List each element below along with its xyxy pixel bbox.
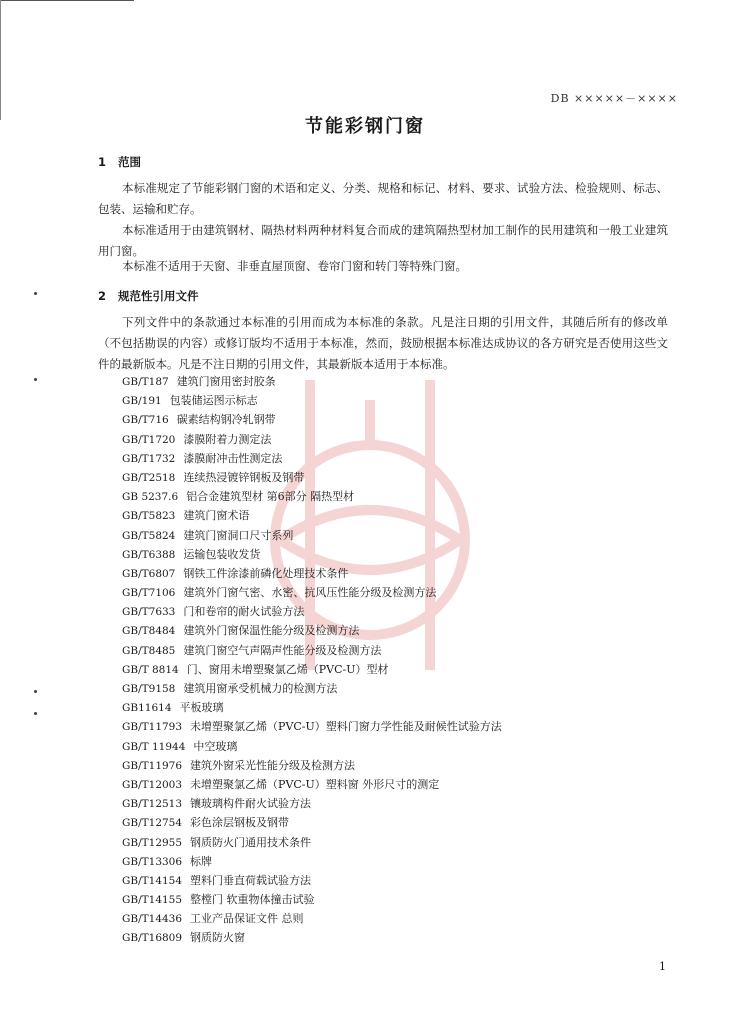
- reference-code: GB/T6807: [122, 567, 176, 580]
- scan-speck: [34, 292, 37, 295]
- reference-code: GB/T12513: [122, 798, 183, 811]
- reference-item: [122, 660, 682, 679]
- reference-code: GB/T8485: [122, 644, 176, 657]
- reference-item: [122, 794, 682, 813]
- reference-title: 连续热浸镀锌钢板及钢带: [183, 470, 305, 484]
- reference-title: 碳素结构钢冷轧钢带: [176, 413, 276, 427]
- scan-speck: [34, 712, 37, 715]
- reference-title: 运输包装收发货: [183, 547, 261, 561]
- reference-code: GB/T14436: [122, 913, 183, 926]
- reference-item: [122, 602, 682, 621]
- scan-edge-line: [0, 0, 134, 1]
- reference-code: GB/T11976: [122, 759, 183, 772]
- reference-item: [122, 506, 682, 525]
- reference-item: [122, 756, 682, 775]
- reference-title: 建筑门窗洞口尺寸系列: [183, 528, 294, 542]
- reference-title: 塑料门垂直荷载试验方法: [190, 873, 312, 887]
- section-number: 1: [98, 155, 107, 169]
- reference-title: 钢质防火门通用技术条件: [190, 835, 312, 849]
- reference-title: 门和卷帘的耐火试验方法: [183, 605, 305, 619]
- reference-item: [122, 621, 682, 640]
- reference-item: [122, 909, 682, 928]
- reference-title: 建筑用窗承受机械力的检测方法: [183, 682, 338, 695]
- reference-title: 建筑外门窗气密、水密、抗风压性能分级及检测方法: [183, 586, 437, 600]
- reference-code: GB/T5824: [122, 529, 176, 542]
- reference-title: 门、窗用未增塑聚氯乙烯（PVC-U）型材: [186, 662, 389, 676]
- reference-title: 包装储运图示标志: [169, 394, 258, 408]
- reference-code: GB/T187: [122, 376, 169, 388]
- reference-title: 建筑门窗空气声隔声性能分级及检测方法: [183, 643, 382, 657]
- page-number: 1: [659, 960, 666, 973]
- paragraph: 本标准适用于由建筑钢材、隔热材料两种材料复合而成的建筑隔热型材加工制作的民用建筑和一般工业建筑用门窗。: [98, 223, 668, 258]
- reference-code: GB 5237.6: [122, 491, 179, 504]
- reference-item: [122, 391, 682, 410]
- reference-item: [122, 545, 682, 564]
- reference-code: GB/T12003: [122, 778, 183, 791]
- section-number: 2: [98, 289, 107, 303]
- document-code: DB ×××××－××××: [550, 92, 678, 105]
- reference-title: 建筑门窗用密封胶条: [176, 375, 276, 388]
- reference-code: GB/T716: [122, 414, 169, 427]
- reference-item: [122, 641, 682, 660]
- reference-code: GB/191: [122, 395, 162, 408]
- section-title: 范围: [118, 155, 141, 169]
- reference-title: 未增塑聚氯乙烯（PVC-U）塑料门窗力学性能及耐候性试验方法: [190, 720, 502, 734]
- paragraph: 本标准规定了节能彩钢门窗的术语和定义、分类、规格和标记、材料、要求、试验方法、检验规则、标志、包装、运输和贮存。: [98, 181, 668, 216]
- reference-code: GB/T 8814: [122, 663, 179, 676]
- reference-code: GB/T5823: [122, 510, 176, 523]
- reference-item: [122, 430, 682, 449]
- reference-item: [122, 833, 682, 852]
- reference-item: [122, 526, 682, 545]
- reference-title: 标牌: [190, 854, 213, 868]
- reference-item: [122, 813, 682, 832]
- reference-code: GB/T12754: [122, 817, 183, 830]
- reference-code: GB/T8484: [122, 625, 176, 638]
- reference-title: 建筑外门窗保温性能分级及检测方法: [183, 624, 360, 638]
- reference-code: GB/T7633: [122, 606, 176, 619]
- reference-item: [122, 871, 682, 890]
- reference-code: GB11614: [122, 702, 172, 715]
- paragraph: 下列文件中的条款通过本标准的引用而成为本标准的条款。凡是注日期的引用文件，其随后所有的修改单（不包括勘误的内容）或修订版均不适用于本标准，然而，鼓励根据本标准达成协议的各方研究是否使用这些文件的最新版本。凡是不注日期的引用文件，其最新版本适用于本标准。: [98, 315, 668, 371]
- reference-title: 钢铁工件涂漆前磷化处理技术条件: [183, 566, 349, 580]
- reference-title: 建筑门窗术语: [183, 509, 250, 523]
- reference-item: [122, 583, 682, 602]
- paragraph: 本标准不适用于天窗、非垂直屋顶窗、卷帘门窗和转门等特殊门窗。: [122, 259, 467, 273]
- scan-edge-line-vertical: [0, 0, 1, 120]
- section-heading-normative-references: [98, 288, 199, 304]
- reference-code: GB/T 11944: [122, 740, 186, 753]
- reference-title: 工业产品保证文件 总则: [190, 912, 304, 926]
- reference-title: 平板玻璃: [179, 701, 224, 715]
- reference-item: [122, 698, 682, 717]
- reference-code: GB/T14154: [122, 874, 183, 887]
- reference-item: [122, 410, 682, 429]
- reference-title: 漆膜附着力测定法: [183, 432, 272, 446]
- reference-code: GB/T14155: [122, 894, 183, 907]
- reference-code: GB/T2518: [122, 471, 176, 484]
- reference-title: 铝合金建筑型材 第6部分 隔热型材: [186, 490, 355, 504]
- reference-title: 未增塑聚氯乙烯（PVC-U）塑料窗 外形尺寸的测定: [190, 777, 440, 791]
- section-heading-scope: [98, 154, 141, 170]
- reference-item: [122, 468, 682, 487]
- reference-item: [122, 372, 682, 391]
- reference-title: 彩色涂层钢板及钢带: [190, 816, 290, 830]
- reference-item: [122, 928, 682, 947]
- scan-speck: [34, 690, 37, 693]
- document-title: 节能彩钢门窗: [305, 116, 425, 137]
- reference-item: [122, 717, 682, 736]
- reference-code: GB/T1720: [122, 433, 176, 446]
- reference-code: GB/T6388: [122, 548, 176, 561]
- reference-item: [122, 679, 682, 698]
- reference-code: GB/T11793: [122, 721, 183, 734]
- reference-code: GB/T13306: [122, 855, 183, 868]
- reference-code: GB/T12955: [122, 836, 183, 849]
- reference-list: [122, 372, 682, 948]
- reference-title: 建筑外窗采光性能分级及检测方法: [190, 758, 356, 772]
- reference-code: GB/T7106: [122, 587, 176, 600]
- reference-item: [122, 890, 682, 909]
- reference-title: 整樘门 软重物体撞击试验: [190, 893, 315, 907]
- reference-title: 钢质防火窗: [190, 931, 246, 945]
- reference-item: [122, 775, 682, 794]
- reference-item: [122, 449, 682, 468]
- reference-item: [122, 487, 682, 506]
- reference-title: 中空玻璃: [193, 739, 238, 753]
- reference-item: [122, 737, 682, 756]
- section-title: 规范性引用文件: [118, 289, 199, 303]
- reference-title: 漆膜耐冲击性测定法: [183, 451, 283, 465]
- reference-code: GB/T16809: [122, 932, 183, 945]
- reference-item: [122, 564, 682, 583]
- reference-code: GB/T1732: [122, 452, 176, 465]
- reference-code: GB/T9158: [122, 683, 176, 695]
- scan-speck: [34, 378, 37, 381]
- reference-title: 镶玻璃构件耐火试验方法: [190, 797, 312, 811]
- reference-item: [122, 852, 682, 871]
